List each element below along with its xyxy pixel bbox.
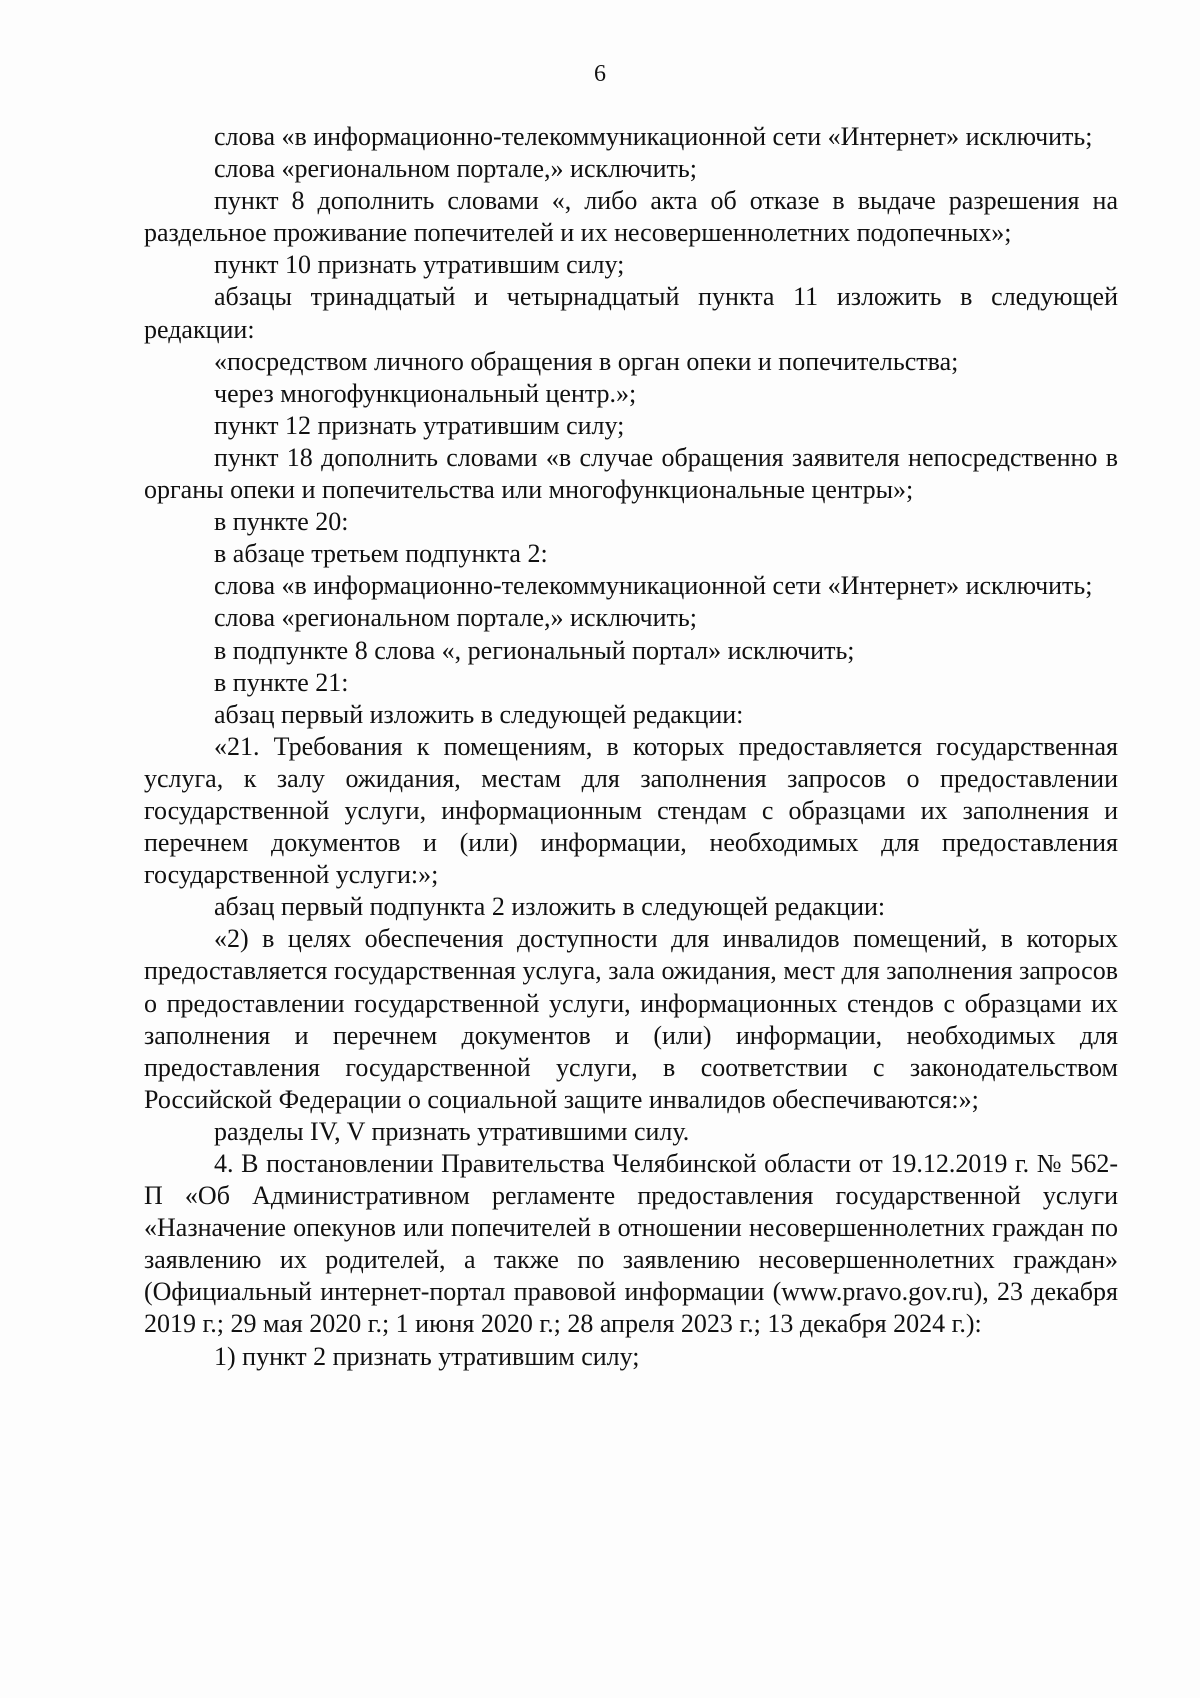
- paragraph: пункт 18 дополнить словами «в случае обращения заявителя непосредственно в органы опеки и попечительства или многофункциональные центры»;: [144, 442, 1118, 505]
- paragraph: «2) в целях обеспечения доступности для инвалидов помещений, в которых предоставляется государственная услуга, зала ожидания, мест для заполнения запросов о предоставлении государственной услуги, информационных стендов с образцами их заполнения и перечнем документов и (или) информации, необходимых для предоставления государственной услуги, в соответствии с законодательством Российской Федерации о социальной защите инвалидов обеспечиваются:»;: [144, 924, 1118, 1114]
- paragraph: в пункте 20:: [214, 507, 349, 537]
- paragraph: через многофункциональный центр.»;: [214, 378, 637, 408]
- paragraph: «посредством личного обращения в орган опеки и попечительства;: [214, 346, 959, 376]
- paragraph: слова «региональном портале,» исключить;: [214, 603, 697, 633]
- paragraph: пункт 10 признать утратившим силу;: [214, 250, 625, 280]
- paragraph: пункт 8 дополнить словами «, либо акта об отказе в выдаче разрешения на раздельное проживание попечителей и их несовершеннолетних подопечных»;: [144, 186, 1118, 248]
- paragraph: 4. В постановлении Правительства Челябинской области от 19.12.2019 г. № 562-П «Об Административном регламенте предоставления государственной услуги «Назначение опекунов или попечителей в отношении несовершеннолетних граждан по заявлению их родителей, а также по заявлению несовершеннолетних граждан» (Официальный интернет-портал правовой информации (www.pravo.gov.ru), 23 декабря 2019 г.; 29 мая 2020 г.; 1 июня 2020 г.; 28 апреля 2023 г.; 13 декабря 2024 г.):: [144, 1149, 1118, 1339]
- paragraph: абзац первый подпункта 2 изложить в следующей редакции:: [214, 892, 886, 922]
- document-body: [144, 121, 1118, 1373]
- paragraph: в подпункте 8 слова «, региональный портал» исключить;: [214, 635, 855, 665]
- paragraph: «21. Требования к помещениям, в которых предоставляется государственная услуга, к залу ожидания, местам для заполнения запросов о предоставлении государственной услуги, информационным стендам с образцами их заполнения и перечнем документов и (или) информации, необходимых для предоставления государственной услуги:»;: [144, 731, 1118, 890]
- paragraph: в пункте 21:: [214, 667, 349, 697]
- paragraph: разделы IV, V признать утратившими силу.: [214, 1116, 690, 1146]
- paragraph: слова «в информационно-телекоммуникационной сети «Интернет» исключить;: [214, 571, 1093, 601]
- page-number: 6: [594, 61, 606, 87]
- paragraph: 1) пункт 2 признать утратившим силу;: [214, 1341, 640, 1371]
- paragraph: абзац первый изложить в следующей редакции:: [214, 699, 744, 729]
- paragraph: пункт 12 признать утратившим силу;: [214, 410, 625, 440]
- paragraph: в абзаце третьем подпункта 2:: [214, 539, 548, 569]
- paragraph: слова «региональном портале,» исключить;: [214, 154, 697, 184]
- paragraph: слова «в информационно-телекоммуникационной сети «Интернет» исключить;: [214, 122, 1093, 151]
- paragraph: абзацы тринадцатый и четырнадцатый пункта 11 изложить в следующей редакции:: [144, 282, 1118, 344]
